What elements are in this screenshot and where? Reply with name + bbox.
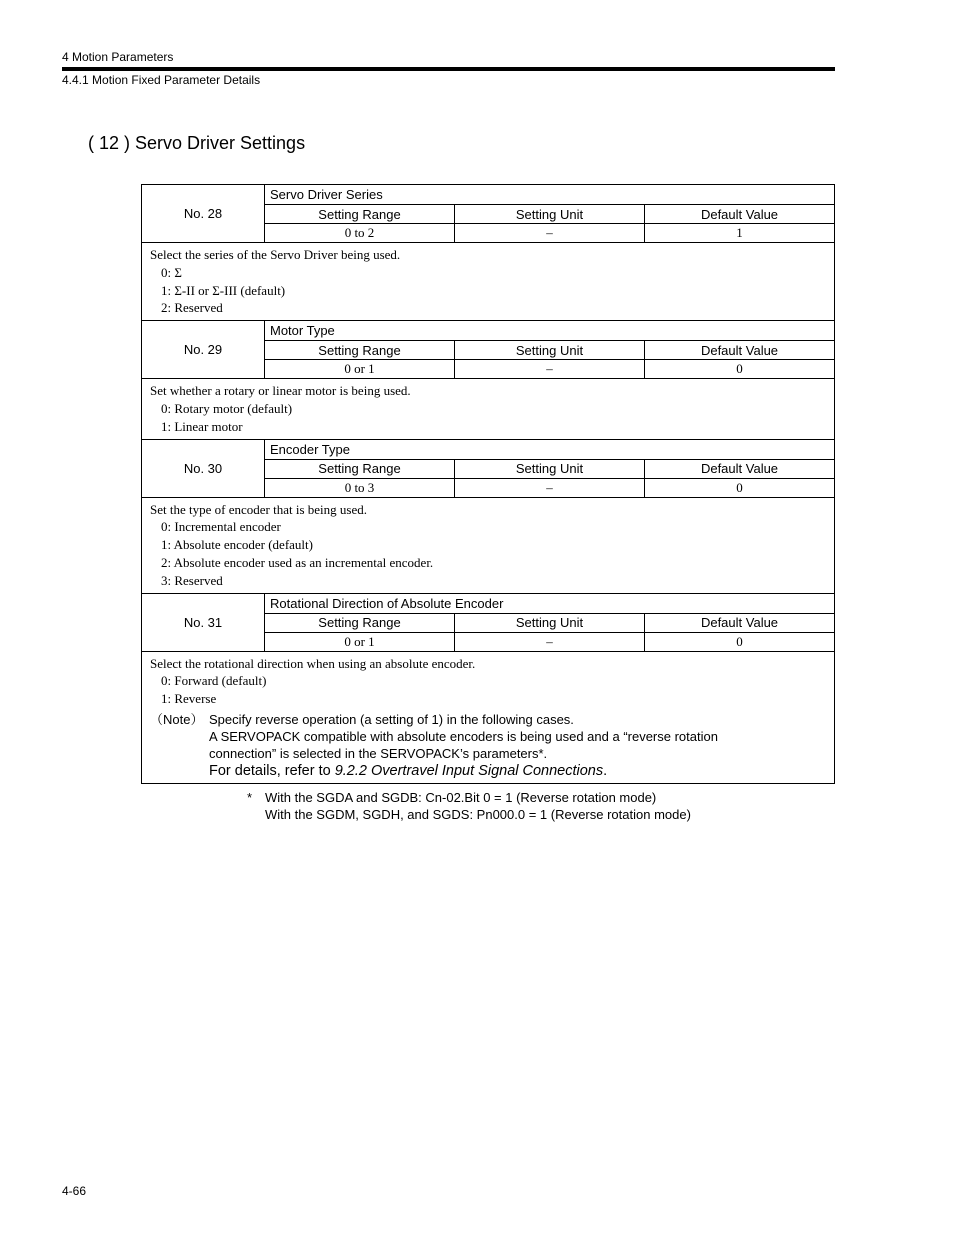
option-item: 1: Absolute encoder (default) [161, 537, 313, 553]
param-description [142, 651, 835, 783]
param-number: No. 29 [142, 321, 265, 379]
note-line: A SERVOPACK compatible with absolute encoders is being used and a “reverse rotation [209, 728, 718, 744]
setting-unit-header: Setting Unit [455, 341, 645, 360]
param-30-name-row [142, 439, 835, 459]
param-28-description-row [142, 243, 835, 321]
setting-range-header: Setting Range [265, 459, 455, 478]
setting-unit-value: – [455, 632, 645, 651]
note-reference [209, 763, 718, 780]
param-29-description-row [142, 379, 835, 439]
option-item: 0: Incremental encoder [161, 519, 281, 535]
note-ref-prefix: For details, refer to [209, 762, 335, 779]
note-body [209, 711, 718, 780]
footnote-body [247, 789, 691, 823]
option-item: 0: Rotary motor (default) [161, 400, 293, 416]
page-number: 4-66 [62, 1184, 87, 1198]
footnote-line: With the SGDM, SGDH, and SGDS: Pn000.0 = 1 (Reverse rotation mode) [265, 807, 691, 822]
parameter-table [141, 184, 835, 784]
default-value: 1 [645, 224, 835, 243]
param-description [142, 497, 835, 593]
footnote-line: With the SGDA and SGDB: Cn-02.Bit 0 = 1 (Reverse rotation mode) [265, 790, 657, 805]
description-text: Select the rotational direction when using an absolute encoder. [150, 655, 476, 671]
option-item: 2: Reserved [161, 300, 223, 316]
param-31-description-row [142, 651, 835, 783]
header-rule [62, 67, 835, 71]
param-name: Encoder Type [265, 439, 835, 459]
setting-unit-value: – [455, 360, 645, 379]
default-value: 0 [645, 632, 835, 651]
setting-range-header: Setting Range [265, 341, 455, 360]
description-text: Select the series of the Servo Driver being used. [150, 247, 401, 262]
default-value-header: Default Value [645, 341, 835, 360]
section-title: ( 12 ) Servo Driver Settings [88, 133, 306, 153]
param-28-name-row [142, 185, 835, 205]
description-text: Set the type of encoder that is being used. [150, 501, 367, 517]
default-value: 0 [645, 478, 835, 497]
option-item: 1: Reverse [161, 691, 217, 707]
setting-range-header: Setting Range [265, 205, 455, 224]
footnote-mark: * [247, 790, 253, 805]
param-name: Motor Type [265, 321, 835, 341]
param-name: Servo Driver Series [265, 185, 835, 205]
running-header-chapter: 4 Motion Parameters [62, 50, 174, 64]
param-number: No. 31 [142, 593, 265, 651]
param-31-name-row [142, 593, 835, 613]
note-ref-link: 9.2.2 Overtravel Input Signal Connections [334, 762, 604, 779]
default-value-header: Default Value [645, 205, 835, 224]
param-29-name-row [142, 321, 835, 341]
setting-range-value: 0 to 3 [265, 478, 455, 497]
note-line: connection” is selected in the SERVOPACK’s parameters*. [209, 745, 548, 761]
setting-unit-header: Setting Unit [455, 205, 645, 224]
note-ref-suffix: . [603, 762, 608, 779]
footnote [247, 789, 691, 823]
default-value: 0 [645, 360, 835, 379]
option-item: 0: Forward (default) [161, 673, 267, 689]
param-name: Rotational Direction of Absolute Encoder [265, 593, 835, 613]
option-item: 2: Absolute encoder used as an incremental encoder. [161, 554, 434, 570]
setting-unit-header: Setting Unit [455, 459, 645, 478]
option-item: 3: Reserved [161, 572, 223, 588]
setting-range-header: Setting Range [265, 613, 455, 632]
default-value-header: Default Value [645, 459, 835, 478]
running-header-section: 4.4.1 Motion Fixed Parameter Details [62, 73, 261, 87]
default-value-header: Default Value [645, 613, 835, 632]
param-description [142, 379, 835, 439]
option-item: 0: Σ [161, 264, 182, 280]
param-description [142, 243, 835, 321]
note-tag: （Note） [150, 711, 204, 727]
param-number: No. 30 [142, 439, 265, 497]
setting-range-value: 0 to 2 [265, 224, 455, 243]
setting-unit-value: – [455, 224, 645, 243]
note-line: Specify reverse operation (a setting of 1) in the following cases. [209, 711, 574, 727]
setting-range-value: 0 or 1 [265, 632, 455, 651]
setting-range-value: 0 or 1 [265, 360, 455, 379]
param-30-description-row [142, 497, 835, 593]
setting-unit-value: – [455, 478, 645, 497]
setting-unit-header: Setting Unit [455, 613, 645, 632]
option-item: 1: Σ-II or Σ-III (default) [161, 282, 286, 298]
param-number: No. 28 [142, 185, 265, 243]
description-text: Set whether a rotary or linear motor is being used. [150, 383, 411, 399]
note-block [150, 711, 826, 780]
option-item: 1: Linear motor [161, 418, 243, 434]
